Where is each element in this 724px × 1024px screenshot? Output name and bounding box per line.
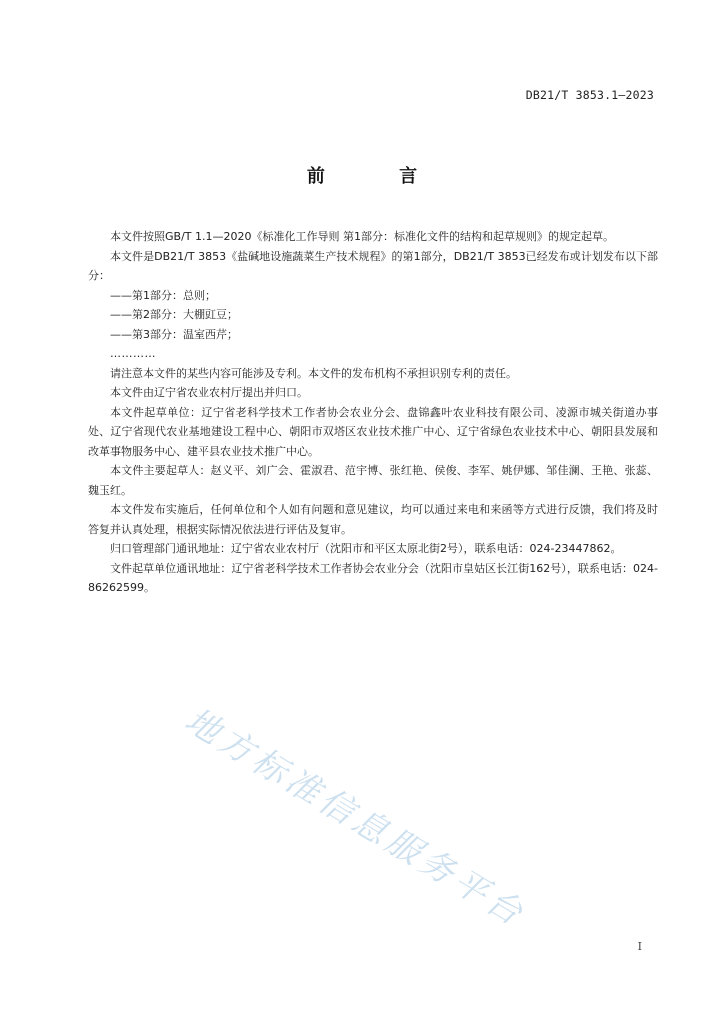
paragraph-admin-address: 归口管理部门通讯地址：辽宁省农业农村厅（沈阳市和平区太原北街2号），联系电话：024-23447862。: [110, 542, 622, 555]
paragraph-drafter-address: 文件起草单位通讯地址：辽宁省老科学技术工作者协会农业分会（沈阳市皇姑区长江街162号），联系电话：024-86262599。: [88, 561, 658, 594]
list-ellipsis: …………: [110, 347, 156, 360]
list-item-part-2: ——第2部分：大棚豇豆；: [110, 308, 238, 321]
list-item-part-1: ——第1部分：总则；: [110, 288, 216, 302]
foreword-body: [88, 227, 658, 598]
paragraph-drafting-units: 本文件起草单位：辽宁省老科学技术工作者协会农业分会、盘锦鑫叶农业科技有限公司、凌源市城关街道办事处、辽宁省现代农业基地建设工程中心、朝阳市双塔区农业技术推广中心、辽宁省绿色农业技术中心、朝阳县发展和改革事物服务中心、建平县农业技术推广中心。: [88, 405, 658, 458]
paragraph-proposer: 本文件由辽宁省农业农村厅提出并归口。: [110, 386, 308, 399]
paragraph-drafters: 本文件主要起草人：赵义平、刘广会、霍淑君、范宇博、张红艳、侯俊、李军、姚伊娜、邹佳澜、王艳、张蕊、魏玉红。: [88, 464, 658, 497]
paragraph-drafting-rules: 本文件按照GB/T 1.1—2020《标准化工作导则 第1部分：标准化文件的结构和起草规则》的规定起草。: [110, 230, 614, 243]
standard-code: DB21/T 3853.1—2023: [525, 88, 654, 102]
paragraph-patent-notice: 请注意本文件的某些内容可能涉及专利。本文件的发布机构不承担识别专利的责任。: [110, 366, 517, 380]
page-title: 前 言: [306, 166, 452, 187]
page-number: I: [637, 940, 642, 953]
watermark: 地方标准信息服务平台: [177, 700, 533, 936]
paragraph-series-description: 本文件是DB21/T 3853《盐碱地设施蔬菜生产技术规程》的第1部分，DB21/T 3853已经发布或计划发布以下部分：: [88, 249, 658, 282]
list-item-part-3: ——第3部分：温室西芹；: [110, 327, 238, 341]
paragraph-feedback: 本文件发布实施后，任何单位和个人如有问题和意见建议，均可以通过来电和来函等方式进行反馈，我们将及时答复并认真处理，根据实际情况依法进行评估及复审。: [88, 503, 658, 536]
